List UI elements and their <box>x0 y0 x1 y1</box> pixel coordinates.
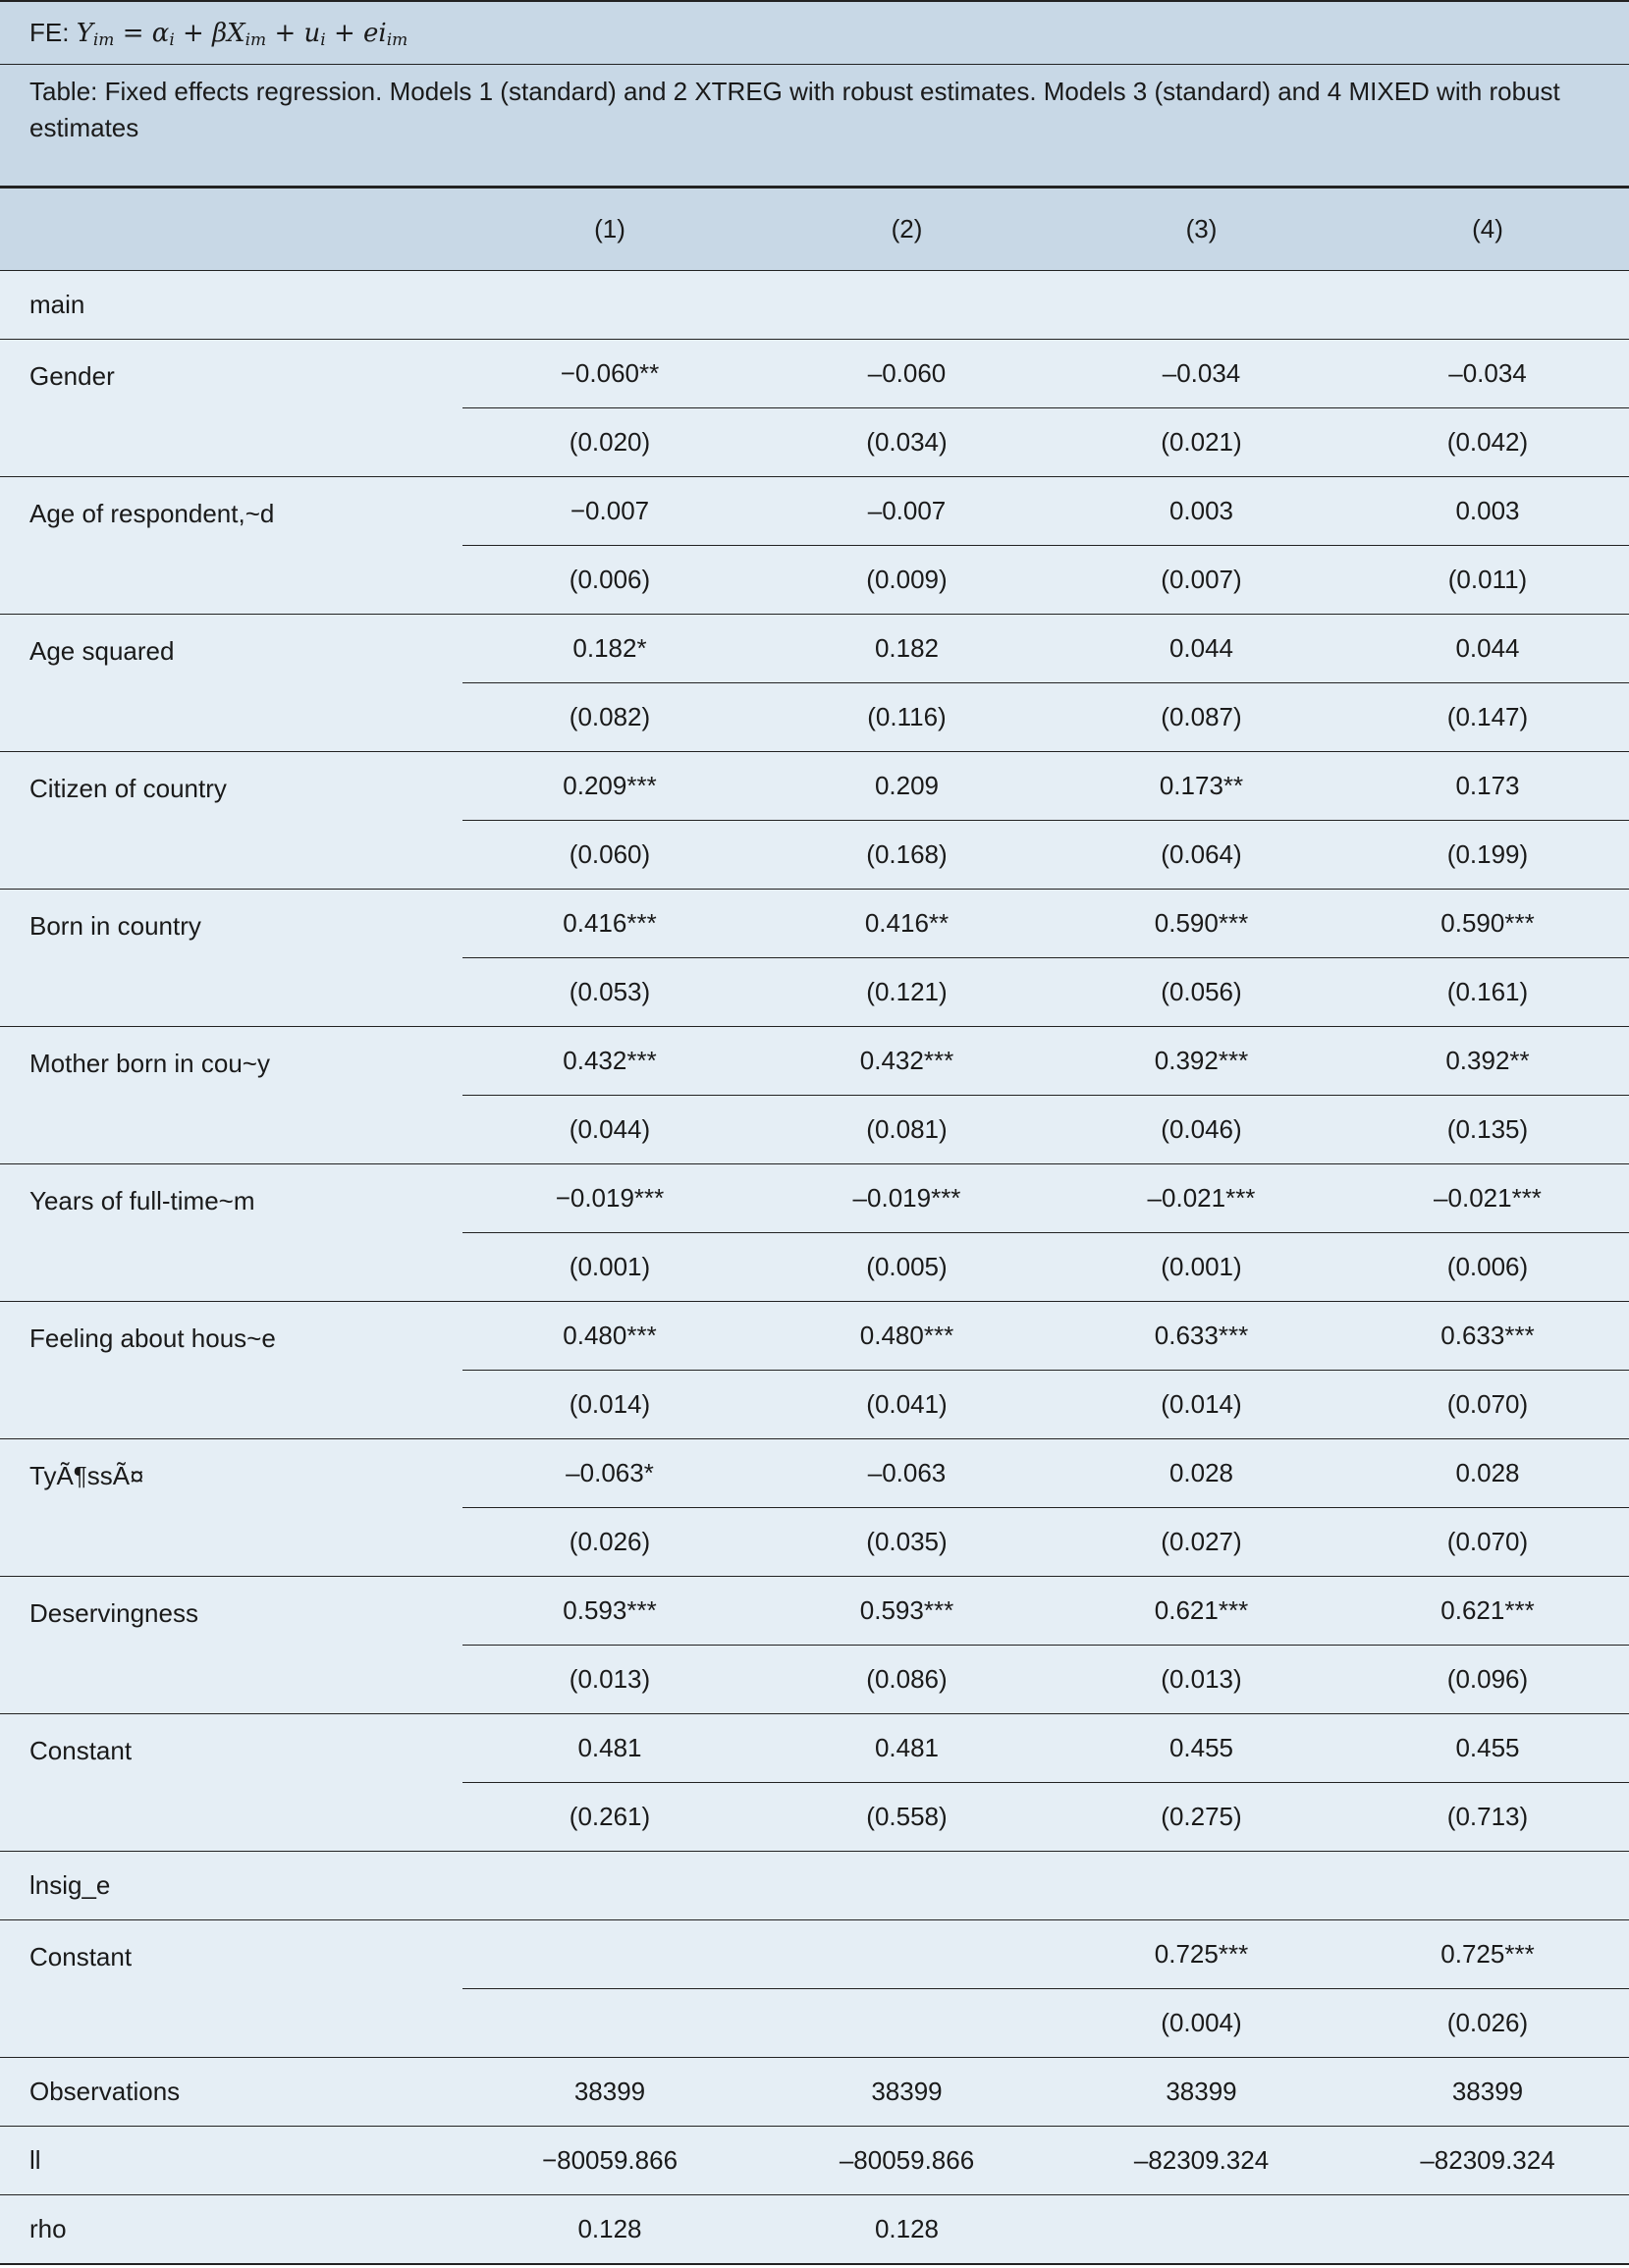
std-error-cell: (0.011) <box>1346 546 1629 615</box>
std-error-cell: (0.009) <box>757 546 1057 615</box>
coefficient-cell: 0.480*** <box>757 1302 1057 1371</box>
coefficient-cell: 0.633*** <box>1057 1302 1346 1371</box>
std-error-cell: (0.004) <box>1057 1989 1346 2058</box>
coefficient-cell: 0.044 <box>1057 615 1346 683</box>
coefficient-cell: 0.392** <box>1346 1027 1629 1096</box>
coefficient-cell: 0.432*** <box>757 1027 1057 1096</box>
std-error-cell: (0.027) <box>1057 1508 1346 1577</box>
coefficient-cell: 0.481 <box>462 1714 757 1783</box>
std-error-cell: (0.035) <box>757 1508 1057 1577</box>
std-error-cell: (0.168) <box>757 821 1057 890</box>
table-caption: Table: Fixed effects regression. Models 1 (standard) and 2 XTREG with robust estimates. Models 3 (standard) and 4 MIXED with robust estimates <box>0 65 1629 187</box>
coefficient-cell: 0.590*** <box>1057 890 1346 958</box>
coefficient-cell: 0.455 <box>1346 1714 1629 1783</box>
std-error-cell: (0.005) <box>757 1233 1057 1302</box>
coefficient-cell: –0.021*** <box>1346 1164 1629 1233</box>
table-row <box>0 1027 1629 1096</box>
coefficient-cell: 0.392*** <box>1057 1027 1346 1096</box>
coefficient-cell: –0.021*** <box>1057 1164 1346 1233</box>
column-header-3: (3) <box>1057 188 1346 271</box>
section-row <box>0 271 1629 340</box>
table-row <box>0 615 1629 683</box>
coefficient-cell: 0.416** <box>757 890 1057 958</box>
coefficient-cell: 0.044 <box>1346 615 1629 683</box>
coefficient-cell: −0.019*** <box>462 1164 757 1233</box>
regression-table <box>0 187 1629 2265</box>
std-error-cell: (0.713) <box>1346 1783 1629 1852</box>
coefficient-cell <box>462 1920 757 1989</box>
column-header-4: (4) <box>1346 188 1629 271</box>
stat-value-cell: 0.128 <box>757 2195 1057 2265</box>
coefficient-cell: 0.028 <box>1057 1439 1346 1508</box>
stat-row <box>0 2127 1629 2195</box>
coefficient-cell: −0.007 <box>462 477 757 546</box>
section-label: lnsig_e <box>0 1852 1629 1920</box>
table-row <box>0 1439 1629 1508</box>
std-error-cell: (0.082) <box>462 683 757 752</box>
coefficient-cell: 0.416*** <box>462 890 757 958</box>
std-error-cell: (0.041) <box>757 1371 1057 1439</box>
coefficient-cell: 0.028 <box>1346 1439 1629 1508</box>
equation-formula: $Y_{im} = \alpha_i + \beta X_{im} + u_i + ei_{im}$ <box>76 19 408 50</box>
std-error-cell: (0.014) <box>1057 1371 1346 1439</box>
std-error-cell: (0.087) <box>1057 683 1346 752</box>
std-error-cell: (0.006) <box>1346 1233 1629 1302</box>
fe-label: FE: <box>29 18 70 47</box>
section-row <box>0 1852 1629 1920</box>
variable-label: Mother born in cou~y <box>0 1027 462 1164</box>
coefficient-cell: 0.621*** <box>1346 1577 1629 1646</box>
variable-label: Years of full-time~m <box>0 1164 462 1302</box>
coefficient-cell: 0.003 <box>1057 477 1346 546</box>
stat-label: ll <box>0 2127 462 2195</box>
stat-label: Observations <box>0 2058 462 2127</box>
std-error-cell: (0.135) <box>1346 1096 1629 1164</box>
std-error-cell: (0.070) <box>1346 1508 1629 1577</box>
variable-label: Constant <box>0 1920 462 2058</box>
coefficient-cell: 0.173** <box>1057 752 1346 821</box>
std-error-cell: (0.026) <box>462 1508 757 1577</box>
variable-label: TyÃ¶ssÃ¤ <box>0 1439 462 1577</box>
coefficient-cell: 0.480*** <box>462 1302 757 1371</box>
coefficient-cell: 0.432*** <box>462 1027 757 1096</box>
variable-label: Age of respondent,~d <box>0 477 462 615</box>
std-error-cell: (0.020) <box>462 408 757 477</box>
std-error-cell <box>462 1989 757 2058</box>
stat-row <box>0 2195 1629 2265</box>
table-row <box>0 477 1629 546</box>
variable-label: Citizen of country <box>0 752 462 890</box>
coefficient-cell: –0.063 <box>757 1439 1057 1508</box>
std-error-cell: (0.013) <box>1057 1646 1346 1714</box>
coefficient-cell: –0.019*** <box>757 1164 1057 1233</box>
table-row <box>0 1714 1629 1783</box>
table-row <box>0 890 1629 958</box>
model-equation <box>0 2 1629 65</box>
stat-row <box>0 2058 1629 2127</box>
std-error-cell: (0.081) <box>757 1096 1057 1164</box>
stat-value-cell <box>1057 2195 1346 2265</box>
std-error-cell: (0.044) <box>462 1096 757 1164</box>
std-error-cell: (0.064) <box>1057 821 1346 890</box>
std-error-cell: (0.086) <box>757 1646 1057 1714</box>
std-error-cell: (0.199) <box>1346 821 1629 890</box>
std-error-cell: (0.013) <box>462 1646 757 1714</box>
coefficient-cell: 0.455 <box>1057 1714 1346 1783</box>
std-error-cell: (0.026) <box>1346 1989 1629 2058</box>
coefficient-cell <box>757 1920 1057 1989</box>
column-header-row <box>0 188 1629 271</box>
std-error-cell: (0.558) <box>757 1783 1057 1852</box>
coefficient-cell: −0.060** <box>462 340 757 408</box>
stat-value-cell: −80059.866 <box>462 2127 757 2195</box>
std-error-cell: (0.096) <box>1346 1646 1629 1714</box>
coefficient-cell: 0.593*** <box>757 1577 1057 1646</box>
std-error-cell: (0.001) <box>462 1233 757 1302</box>
table-row <box>0 752 1629 821</box>
variable-label: Born in country <box>0 890 462 1027</box>
coefficient-cell: 0.173 <box>1346 752 1629 821</box>
coefficient-cell: 0.003 <box>1346 477 1629 546</box>
table-row <box>0 1302 1629 1371</box>
stat-value-cell: –82309.324 <box>1057 2127 1346 2195</box>
stat-value-cell: 38399 <box>757 2058 1057 2127</box>
coefficient-cell: –0.060 <box>757 340 1057 408</box>
std-error-cell: (0.046) <box>1057 1096 1346 1164</box>
coefficient-cell: 0.725*** <box>1057 1920 1346 1989</box>
std-error-cell: (0.056) <box>1057 958 1346 1027</box>
std-error-cell: (0.121) <box>757 958 1057 1027</box>
stat-value-cell <box>1346 2195 1629 2265</box>
table-row <box>0 340 1629 408</box>
std-error-cell: (0.053) <box>462 958 757 1027</box>
variable-label: Constant <box>0 1714 462 1852</box>
variable-label: Feeling about hous~e <box>0 1302 462 1439</box>
stat-value-cell: 38399 <box>1057 2058 1346 2127</box>
table-row <box>0 1577 1629 1646</box>
std-error-cell: (0.261) <box>462 1783 757 1852</box>
std-error-cell: (0.001) <box>1057 1233 1346 1302</box>
stat-value-cell: 38399 <box>1346 2058 1629 2127</box>
stat-label: rho <box>0 2195 462 2265</box>
std-error-cell: (0.007) <box>1057 546 1346 615</box>
column-header-1: (1) <box>462 188 757 271</box>
std-error-cell: (0.006) <box>462 546 757 615</box>
coefficient-cell: 0.633*** <box>1346 1302 1629 1371</box>
variable-label: Gender <box>0 340 462 477</box>
coefficient-cell: 0.209 <box>757 752 1057 821</box>
std-error-cell: (0.070) <box>1346 1371 1629 1439</box>
std-error-cell <box>757 1989 1057 2058</box>
stat-value-cell: –82309.324 <box>1346 2127 1629 2195</box>
std-error-cell: (0.060) <box>462 821 757 890</box>
coefficient-cell: 0.481 <box>757 1714 1057 1783</box>
coefficient-cell: –0.034 <box>1346 340 1629 408</box>
coefficient-cell: –0.063* <box>462 1439 757 1508</box>
coefficient-cell: 0.209*** <box>462 752 757 821</box>
variable-label: Deservingness <box>0 1577 462 1714</box>
coefficient-cell: 0.725*** <box>1346 1920 1629 1989</box>
std-error-cell: (0.042) <box>1346 408 1629 477</box>
coefficient-cell: 0.593*** <box>462 1577 757 1646</box>
stat-value-cell: 38399 <box>462 2058 757 2127</box>
coefficient-cell: 0.182 <box>757 615 1057 683</box>
std-error-cell: (0.116) <box>757 683 1057 752</box>
coefficient-cell: 0.590*** <box>1346 890 1629 958</box>
coefficient-cell: –0.007 <box>757 477 1057 546</box>
std-error-cell: (0.161) <box>1346 958 1629 1027</box>
coefficient-cell: 0.182* <box>462 615 757 683</box>
variable-label: Age squared <box>0 615 462 752</box>
coefficient-cell: 0.621*** <box>1057 1577 1346 1646</box>
std-error-cell: (0.147) <box>1346 683 1629 752</box>
std-error-cell: (0.275) <box>1057 1783 1346 1852</box>
stat-value-cell: 0.128 <box>462 2195 757 2265</box>
std-error-cell: (0.034) <box>757 408 1057 477</box>
header-blank <box>0 188 462 271</box>
table-header-banner <box>0 0 1629 187</box>
std-error-cell: (0.014) <box>462 1371 757 1439</box>
table-row <box>0 1164 1629 1233</box>
table-row <box>0 1920 1629 1989</box>
coefficient-cell: –0.034 <box>1057 340 1346 408</box>
column-header-2: (2) <box>757 188 1057 271</box>
section-label: main <box>0 271 1629 340</box>
stat-value-cell: –80059.866 <box>757 2127 1057 2195</box>
std-error-cell: (0.021) <box>1057 408 1346 477</box>
